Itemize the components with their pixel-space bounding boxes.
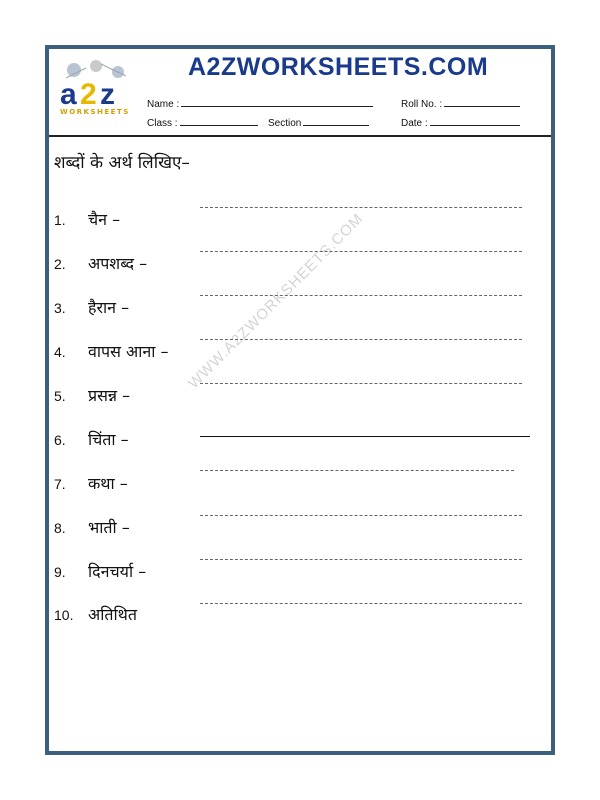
item-number: 7. [54,476,66,492]
section-label: Section [268,118,302,129]
answer-line[interactable] [200,339,522,340]
item-number: 6. [54,432,66,448]
site-title: A2ZWORKSHEETS.COM [188,53,489,81]
watermark: WWW.A2ZWORKSHEETS.COM [185,210,367,393]
item-number: 9. [54,564,66,580]
item-number: 5. [54,388,66,404]
answer-line[interactable] [200,559,522,560]
instruction-text: शब्दों के अर्थ लिखिए– [54,153,190,173]
svg-text:2: 2 [80,78,97,111]
answer-line[interactable] [200,383,522,384]
section-field[interactable] [268,116,369,129]
answer-line[interactable] [200,470,514,471]
item-word: भाती – [88,518,130,537]
item-number: 8. [54,520,66,536]
item-word: अपशब्द – [88,254,148,273]
item-number: 10. [54,607,74,623]
name-label: Name : [147,99,180,110]
date-line [430,116,520,126]
answer-line[interactable] [200,251,522,252]
section-line [303,116,369,126]
answer-line[interactable] [200,295,522,296]
name-field[interactable] [147,97,373,110]
item-number: 3. [54,300,66,316]
item-word: दिनचर्या – [88,562,147,581]
class-label: Class : [147,118,178,129]
date-label: Date : [401,118,428,129]
item-word: कथा – [88,474,128,493]
roll-field[interactable] [401,97,520,110]
roll-label: Roll No. : [401,99,443,110]
svg-text:a: a [60,78,77,111]
item-number: 2. [54,256,66,272]
item-word: चैन – [88,210,121,229]
item-word: हैरान – [88,298,130,317]
answer-line[interactable] [200,207,522,208]
class-field[interactable] [147,116,258,129]
item-word: प्रसन्न – [88,386,131,405]
answer-line[interactable] [200,603,522,604]
answer-line[interactable] [200,436,530,437]
item-word: अतिथित [88,605,137,624]
item-number: 4. [54,344,66,360]
name-line [181,97,373,107]
date-field[interactable] [401,116,520,129]
item-number: 1. [54,212,66,228]
class-line [180,116,258,126]
item-word: वापस आना – [88,342,169,361]
svg-text:z: z [100,78,115,111]
answer-line[interactable] [200,515,522,516]
item-word: चिंता – [88,430,129,449]
logo-subtext: WORKSHEETS [60,108,130,116]
roll-line [444,97,520,107]
